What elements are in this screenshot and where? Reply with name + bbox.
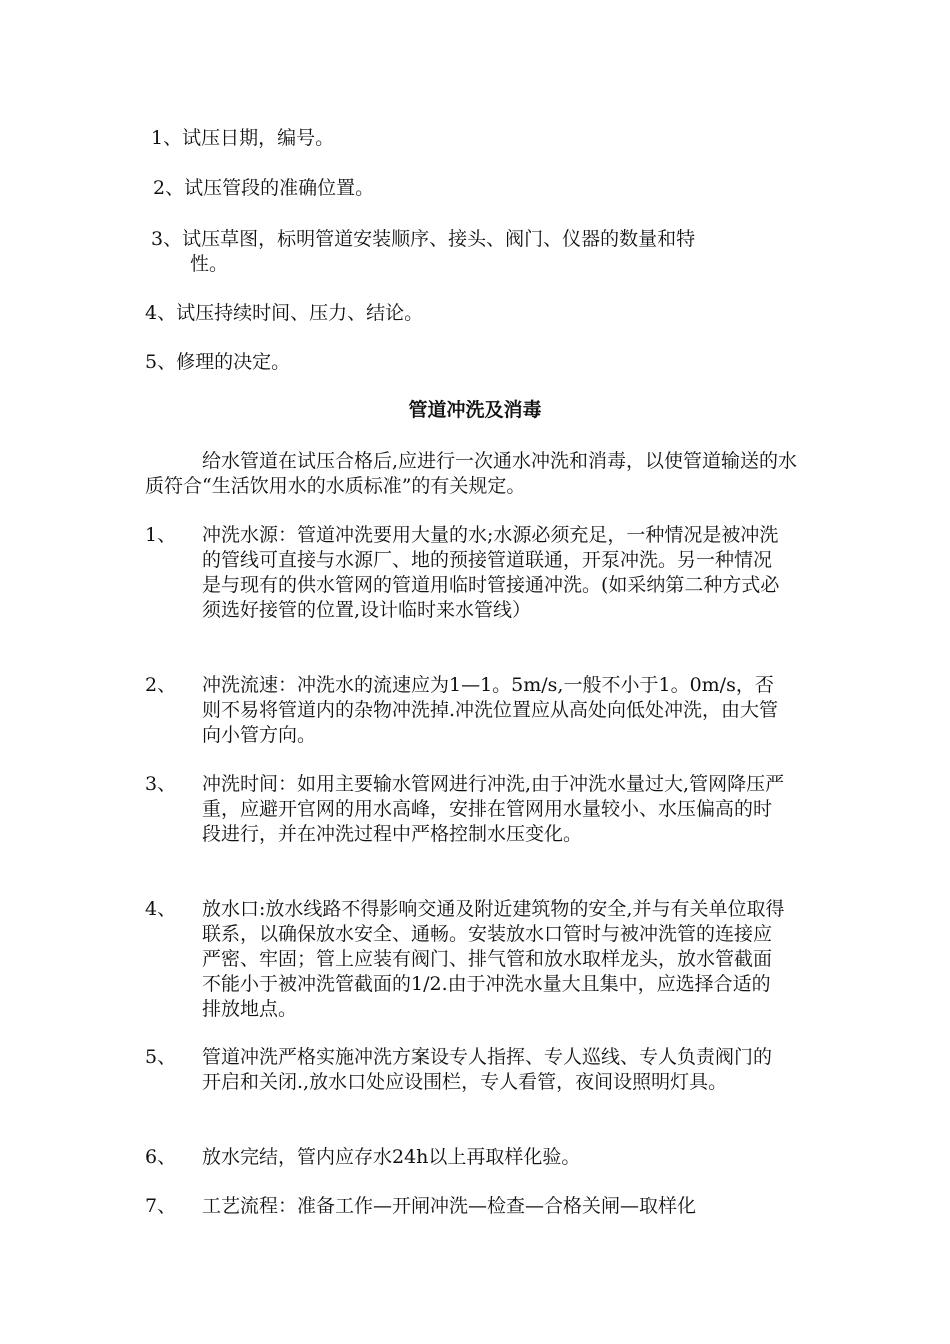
section-intro: 给水管道在试压合格后,应进行一次通水冲洗和消毒，以使管道输送的水质符合“生活饮用水的水质标准”的有关规定。	[145, 450, 798, 497]
test-record-item-3-continued: 性。	[190, 253, 229, 275]
section-title: 管道冲洗及消毒	[408, 399, 542, 421]
flush-item-number: 3、	[145, 773, 177, 795]
flush-item-number: 1、	[145, 524, 177, 546]
flush-item-text: 冲洗时间：如用主要输水管网进行冲洗,由于冲洗水量过大,管网降压严重，应避开官网的用水高峰，安排在管网用水量较小、水压偏高的时段进行，并在冲洗过程中严格控制水压变化。	[202, 773, 785, 845]
flush-item-number: 6、	[145, 1146, 177, 1168]
flush-item-number: 5、	[145, 1046, 177, 1068]
test-record-item-5: 5、修理的决定。	[145, 351, 291, 373]
flush-item-number: 2、	[145, 674, 177, 696]
flush-item-number: 7、	[145, 1195, 177, 1217]
flush-item-number: 4、	[145, 898, 177, 920]
test-record-item-4: 4、试压持续时间、压力、结论。	[145, 302, 424, 324]
flush-item-text: 管道冲洗严格实施冲洗方案设专人指挥、专人巡线、专人负责阀门的开启和关闭.,放水口处应设围栏，专人看管，夜间设照明灯具。	[202, 1046, 773, 1093]
flush-item-text: 冲洗流速：冲洗水的流速应为1—1。5m/s,一般不小于1。0m/s，否则不易将管道内的杂物冲洗掉.冲洗位置应从高处向低处冲洗，由大管向小管方向。	[202, 674, 779, 746]
flush-item-text: 放水完结，管内应存水24h以上再取样化验。	[202, 1146, 581, 1168]
test-record-item-2: 2、试压管段的准确位置。	[153, 177, 375, 199]
flush-item-text: 冲洗水源：管道冲洗要用大量的水;水源必须充足，一种情况是被冲洗的管线可直接与水源厂、地的预接管道联通，开泵冲洗。另一种情况是与现有的供水管网的管道用临时管接通冲洗。(如采纳第二种方式必须选好接管的位置,设计临时来水管线）	[202, 524, 780, 621]
flush-item-text: 工艺流程：准备工作—开闸冲洗—检查—合格关闸—取样化	[202, 1195, 697, 1217]
test-record-item-3: 3、试压草图，标明管道安装顺序、接头、阀门、仪器的数量和特	[151, 228, 696, 250]
test-record-item-1: 1、试压日期，编号。	[151, 127, 335, 149]
flush-item-text: 放水口:放水线路不得影响交通及附近建筑物的安全,并与有关单位取得联系，以确保放水安全、通畅。安装放水口管时与被冲洗管的连接应严密、牢固；管上应装有阀门、排气管和放水取样龙头，放水管截面不能小于被冲洗管截面的1/2.由于冲洗水量大且集中，应选择合适的排放地点。	[202, 898, 785, 1020]
